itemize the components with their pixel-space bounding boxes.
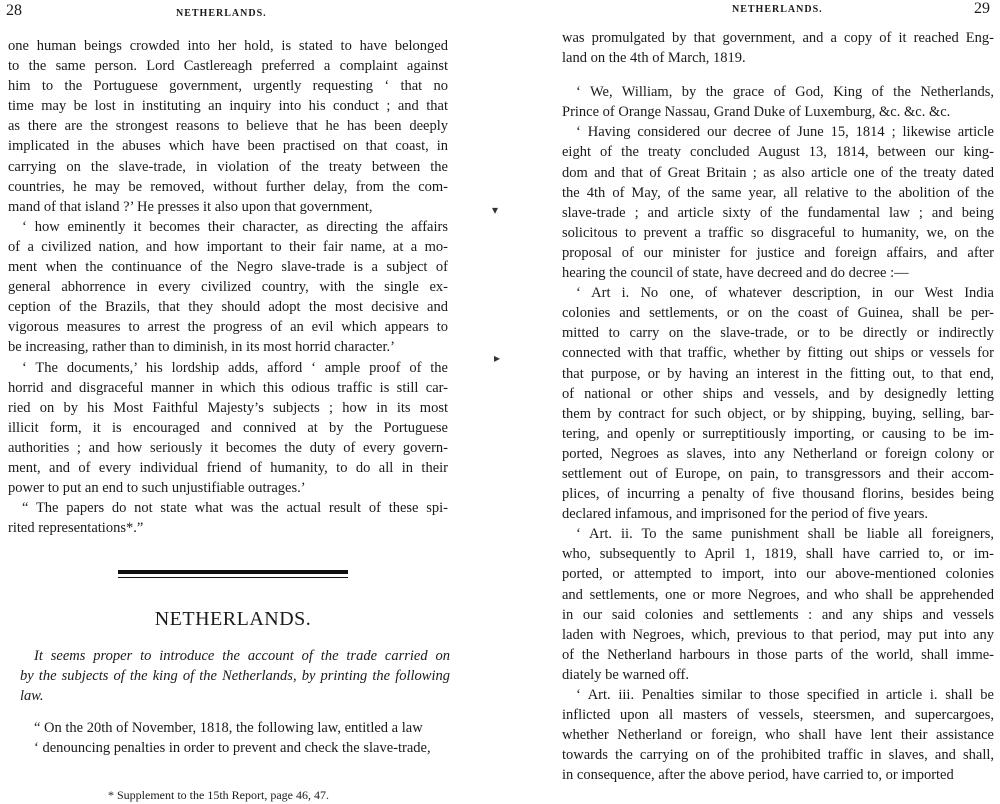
text-line: whether Netherland or foreign, who shall have lent their assistance — [562, 727, 994, 744]
text-line: Prince of Orange Nassau, Grand Duke of Luxemburg, &c. &c. &c. — [562, 104, 951, 121]
text-line: time may be lost in instituting an inquiry into his conduct ; and that — [8, 98, 448, 115]
text-line: ‘ We, William, by the grace of God, King of the Netherlands, — [576, 84, 994, 101]
text-line: ception of the Brazils, that they should adopt the most decisive and — [8, 299, 448, 316]
left-body-text — [8, 36, 448, 538]
text-line: implicated in the abuses which have been practised on that coast, in — [8, 138, 448, 155]
text-line: land on the 4th of March, 1819. — [562, 50, 746, 67]
text-line: was promulgated by that government, and a copy of it reached Eng- — [562, 30, 994, 46]
text-line: to the same person. Lord Castlereagh preferred a complaint against — [8, 58, 448, 75]
text-line: ‘ Having considered our decree of June 15, 1814 ; likewise article — [576, 124, 994, 141]
text-line: authorities ; and how seriously it becomes the duty of every govern- — [8, 439, 448, 456]
text-line: tering, and openly or surreptitiously importing, or causing to be im- — [562, 425, 994, 442]
text-line: ported, or attempted to import, into our above-mentioned colonies — [562, 566, 994, 583]
text-line: diately be warned off. — [562, 666, 689, 683]
text-line: ‘ denouncing penalties in order to prevent and check the slave-trade, — [34, 740, 431, 757]
text-line: ‘ The documents,’ his lordship adds, afford ‘ ample proof of the — [22, 359, 448, 376]
text-line: of the Netherland harbours in those parts of the world, shall imme- — [562, 646, 994, 663]
gutter-mark: ▾ — [492, 203, 499, 217]
text-line: by the subjects of the king of the Netherlands, by printing the following — [20, 668, 450, 685]
text-line: carrying on the slave-trade, in violation of the treaty between the — [8, 158, 448, 175]
text-line: “ The papers do not state what was the actual result of these spi- — [22, 500, 448, 517]
text-line: as there are the strongest reasons to believe that he has been deeply — [8, 118, 448, 135]
text-line: the 4th of May, of the same year, all relative to the abolition of the — [562, 184, 994, 201]
text-line: law. — [20, 688, 44, 705]
text-line: mand of that island ?’ He presses it also upon that government, — [8, 198, 373, 215]
text-line: proposal of our minister for justice and foreign affairs, and after — [562, 244, 994, 261]
text-line: one human beings crowded into her hold, is stated to have belonged — [8, 38, 448, 54]
section-rule-thin — [118, 577, 348, 578]
text-line: settlement out of Europe, on pain, to transgressors and their accom- — [562, 465, 994, 482]
text-line: hearing the council of state, have decreed and do decree :— — [562, 265, 909, 282]
section-heading: NETHERLANDS. — [154, 608, 312, 630]
text-line: ‘ Art. ii. To the same punishment shall be liable all foreigners, — [576, 526, 994, 543]
text-line: ment, and of every individual friend of humanity, to do all in their — [8, 459, 448, 476]
text-line: vigorous measures to arrest the progress of an evil which appears to — [8, 319, 448, 336]
text-line: who, subsequently to April 1, 1819, shall have carried to, or im- — [562, 546, 994, 563]
right-page — [500, 0, 1000, 804]
text-line: them by contract for such object, or by shipping, buying, selling, bar- — [562, 405, 994, 422]
left-page — [0, 0, 488, 804]
text-line: ried on by his Most Faithful Majesty’s subjects ; how in its most — [8, 399, 448, 416]
text-line: ment when the continuance of the Negro slave-trade is a subject of — [8, 259, 448, 276]
text-line: mitted to carry on the slave-trade, or to be directly or indirectly — [562, 325, 994, 342]
right-running-head: NETHERLANDS. — [732, 4, 823, 15]
text-line: of a civilized nation, and how important to their fair name, at a mo- — [8, 238, 448, 255]
footnote: * Supplement to the 15th Report, page 46, 47. — [108, 788, 329, 802]
text-line: countries, he may be removed, without further delay, from the com- — [8, 178, 448, 195]
text-line: ‘ Art. iii. Penalties similar to those specified in article i. shall be — [576, 687, 994, 703]
text-line: and settlements, one or more Negroes, and who shall be apprehended — [562, 586, 994, 603]
text-line: solicitous to prevent a traffic so disgraceful to humanity, we, on the — [562, 224, 994, 241]
text-line: “ On the 20th of November, 1818, the following law, entitled a law — [34, 720, 423, 736]
left-page-number: 28 — [6, 2, 22, 19]
text-line: towards the carrying on of the prohibited traffic in slaves, and shall, — [562, 747, 994, 764]
text-line: illicit form, it is encouraged and connived at by the Portuguese — [8, 419, 448, 436]
left-body-text-bottom — [20, 718, 450, 758]
left-running-head: NETHERLANDS. — [176, 8, 267, 19]
text-line — [562, 68, 994, 82]
intro-paragraph — [20, 646, 450, 706]
text-line: general abhorrence in every civilized country, with the single ex- — [8, 279, 448, 296]
text-line: rited representations*.” — [8, 520, 144, 537]
text-line: plices, of incurring a penalty of five thousand florins, besides being — [562, 486, 994, 503]
text-line: ported, Negroes as slaves, into any Netherland or foreign colony or — [562, 445, 994, 462]
right-page-number: 29 — [974, 0, 990, 17]
text-line: ‘ Art i. No one, of whatever description, in our West India — [576, 285, 994, 302]
text-line: him to the Portuguese government, urgently requesting ‘ that no — [8, 78, 448, 95]
text-line: in consequence, after the above period, have carried to, or imported — [562, 767, 954, 784]
text-line: It seems proper to introduce the account of the trade carried on — [34, 648, 450, 664]
text-line: of national or other ships and vessels, and by designedly letting — [562, 385, 994, 402]
text-line: colonies and settlements, or on the coast of Guinea, shall be per- — [562, 305, 994, 322]
text-line: slave-trade ; and article sixty of the fundamental law ; and being — [562, 204, 994, 221]
text-line: inflicted upon all masters of vessels, steersmen, and supercargoes, — [562, 707, 994, 724]
text-line: dom and that of Great Britain ; as also article one of the treaty dated — [562, 164, 994, 181]
text-line: that purpose, or by having an interest in the fitting out, to that end, — [562, 365, 994, 382]
section-rule-thick — [118, 570, 348, 574]
text-line: connected with that traffic, whether by fitting out ships or vessels for — [562, 345, 994, 362]
text-line: declared infamous, and imprisoned for the period of five years. — [562, 506, 928, 523]
text-line: in our said colonies and settlements : and any ships and vessels — [562, 606, 994, 623]
gutter-mark: ▸ — [494, 351, 501, 365]
text-line: eight of the treaty concluded August 13, 1814, between our king- — [562, 144, 994, 161]
text-line: laden with Negroes, which, previous to that period, may put into any — [562, 626, 994, 643]
right-body-text — [562, 28, 994, 785]
text-line: power to put an end to such unjustifiable outrages.’ — [8, 480, 306, 497]
text-line: horrid and disgraceful manner in which this odious traffic is still car- — [8, 379, 448, 396]
text-line: ‘ how eminently it becomes their character, as directing the affairs — [22, 218, 448, 235]
text-line: be increasing, rather than to diminish, in its most horrid character.’ — [8, 339, 395, 356]
